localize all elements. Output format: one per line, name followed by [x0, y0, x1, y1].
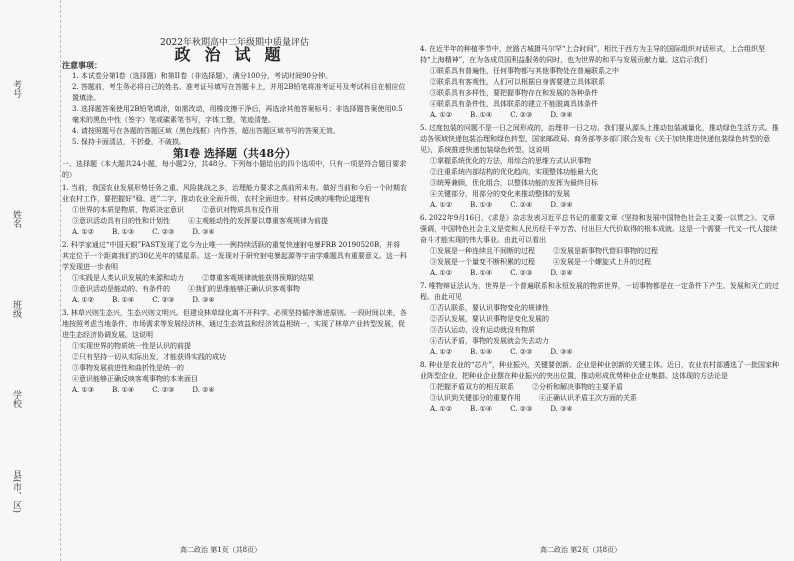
question-8: [420, 360, 780, 415]
right-column: [420, 42, 780, 415]
option: ②意识对物质具有反作用: [202, 206, 279, 214]
left-column: [62, 38, 407, 396]
question-5: [420, 123, 780, 211]
page-footer-right: 高二政治 第2页（共8页）: [540, 546, 622, 554]
option: ②尊重客观规律就能获得预期的结果: [202, 274, 314, 282]
question-2: [62, 240, 407, 306]
question-stem: 8. 种业是农业的“芯片”，种业振兴，关键要创新。企业是种业创新的关键主体。近日，农业农村部遴选了一批国家种业阵型企业，把种业企业摆在种业振兴的突出位置，推动形成优势种业企业集群。这体现的方法论是: [420, 361, 780, 380]
question-3: [62, 308, 407, 396]
option: ②注重系统内部结构的优化趋向，实现整体功能最大化: [430, 168, 598, 176]
option: ③认识到关键部分的重要作用: [430, 394, 521, 402]
choice: D. ②④: [192, 386, 215, 394]
page-footer-left: 高二政治 第1页（共8页）: [180, 546, 262, 554]
choice: A. ①②: [430, 269, 453, 277]
choice: A. ①②: [430, 201, 453, 209]
binding-margin: [0, 0, 61, 561]
option: ①把握矛盾双方的相互联系: [430, 383, 514, 391]
question-stem: 1. 当前，我国农业发展形势任务之重、风险挑战之多，治理能力要求之高前所未有。做好当前和今后一个时期农业农村工作，要把握好“稳、进”二字，推动农业全面升级，农村全面进步。材料反映的唯物论道理有: [62, 184, 407, 203]
option: ①否认联系，要认识事物变化的规律性: [430, 304, 549, 312]
choice: B. ①③: [112, 228, 135, 236]
option: ①发展是一种连续且不间断的过程: [430, 247, 535, 255]
part-instructions: 一、选择题（本大题共24小题，每小题2分，共48分。下列每小题给出的四个选项中，只有一项是符合题目要求的）: [62, 160, 407, 179]
choice: C. ②③: [152, 228, 175, 236]
choice: B. ①④: [112, 296, 135, 304]
choice: A. ①③: [72, 386, 95, 394]
option: ④发展是一个螺旋式上升的过程: [553, 258, 651, 266]
choice: C. ②③: [510, 348, 533, 356]
choice: A. ①②: [430, 348, 453, 356]
choice: B. ①④: [470, 269, 493, 277]
choice: A. ①②: [72, 296, 95, 304]
option: ②否认发展，要认识事物是变化发展的: [430, 315, 549, 323]
option: ④意识能够正确反映客观事物的本来面目: [72, 375, 198, 383]
choice: B. ①④: [470, 348, 493, 356]
option: ③发展是一个量变不断积累的过程: [430, 258, 535, 266]
option: ②分析和解决事物的主要矛盾: [532, 383, 623, 391]
question-4: [420, 44, 780, 121]
subject-title: 政治试题: [174, 45, 295, 64]
question-1: [62, 183, 407, 238]
option: ①实践是人类认识发展的来源和动力: [72, 274, 184, 282]
option: ④正确认识矛盾主次方面的关系: [539, 394, 637, 402]
choice: C. ②③: [510, 111, 533, 119]
choice: D. ③④: [550, 201, 573, 209]
question-stem: 6. 2022年9月16日，《求是》杂志发表习近平总书记的重要文章《坚持和发展中国特色社会主义要一以贯之》。文章强调，中国特色社会主义是党和人民历经千辛万苦、付出巨大代价取得的根本成就。这是一个需要一代又一代人接续奋斗才能实现的伟大事业。由此可以看出: [420, 214, 777, 244]
section-title: 第I卷 选择题（共48分）: [172, 147, 297, 160]
question-stem: 5. 过度包装的问题不是一日之间形成的，治理非一日之功。我们要从源头上推动包装减量化，推动绿色生活方式。推动各领域快递包装治理和绿色转型，国家邮政局、商务部等多部门联合发布《关于加快推进快递包装绿色转型的意见》，系统推进快递包装绿色转型。这说明: [420, 124, 779, 154]
choice: C. ②③: [510, 405, 533, 413]
question-stem: 3. 林草兴则生态兴，生态兴则文明兴。但建设林草绿化离不开科学、必须坚持循序渐进原则。一段时间以来，各地按照考虑当地条件、市场需求等发展经济林，通过生态效益和经济效益相统一，实现了林草产业转型发展，促进生态经济协调发展。这说明: [62, 309, 407, 339]
option: ④我们的思维能够正确认识客观事物: [188, 285, 300, 293]
binding-kaohao: 考号: [11, 80, 21, 98]
option: ④关键部分，用部分的变化来推动整体的发展: [430, 190, 570, 198]
notes-title: 注意事项：: [62, 60, 102, 70]
binding-xuexiao: 学校: [11, 390, 21, 408]
choice: C. ②③: [152, 296, 175, 304]
choice: D. ②④: [550, 269, 573, 277]
option: ④联系具有条件性，具体联系的建立不能脱离具体条件: [430, 100, 598, 108]
option: ④主观能动性的发挥要以尊重客观规律为前提: [188, 217, 328, 225]
choice: D. ③④: [192, 296, 215, 304]
binding-xingming: 姓名: [11, 210, 21, 228]
note-item: 2. 答题前，考生务必将自己的姓名、准考证号填写在答题卡上，并用2B铅笔将准考证号及考试科目在相应位置填涂。: [72, 83, 406, 102]
option: ②联系具有客观性，人们可以根据自身需要建立具体联系: [430, 78, 605, 86]
option: ①掌握系统优化的方法，用综合的思维方式认识事物: [430, 157, 591, 165]
choice: C. ②③: [152, 386, 175, 394]
option: ①联系具有普遍性，任何事物都与其他事物处在普遍联系之中: [430, 67, 619, 75]
choice: D. ③④: [550, 405, 573, 413]
choice: B. ①④: [112, 386, 135, 394]
question-stem: 7. 唯物辩证法认为，世界是一个普遍联系和永恒发展的物质世界，一切事物都是在一定条件下产生、发展和灭亡的过程。由此可见: [420, 282, 779, 301]
choice: A. ①②: [430, 111, 453, 119]
question-stem: 2. 科学家通过“中国天眼”FAST发现了迄今为止唯一一例持续活跃的重复快速射电暴FRB 20190520B，并将其定位于一个距离我们约30亿光年的矮星系。这一发现对于研究射电暴起源等宇宙学难题具有重要意义。这一科学发现进一步表明: [62, 241, 407, 271]
choice: D. ③④: [550, 111, 573, 119]
binding-banji: 班级: [11, 300, 21, 318]
choice: B. ①④: [470, 405, 493, 413]
choice: B. ①④: [470, 111, 493, 119]
choice: A. ①②: [430, 405, 453, 413]
option: ③意识活动是能动的、有条件的: [72, 285, 170, 293]
note-item: 5. 保持卡面清洁，不折叠，不破损。: [72, 138, 186, 146]
note-item: 4. 请按照题号在各题的答题区域（黑色线框）内作答，超出答题区域书写的答案无效。: [72, 127, 340, 135]
option: ②发展是新事物代替旧事物的过程: [553, 247, 658, 255]
choice: D. ③④: [550, 348, 573, 356]
choice: C. ②④: [510, 201, 533, 209]
binding-xian: 县(市、区): [11, 470, 21, 514]
note-item: 1. 本试卷分第I卷（选择题）和第II卷（非选择题），满分100分，考试时间90分钟。: [72, 72, 332, 80]
option: ③否认运动，没有运动就没有物质: [430, 326, 535, 334]
option: ①实现世界的物质统一性是认识的前提: [72, 342, 191, 350]
exam-title: 2022年秋期高中二年级期中质量评估: [160, 38, 309, 48]
question-7: [420, 281, 780, 358]
option: ③事物发展前进性和曲折性是统一的: [72, 364, 184, 372]
option: ③联系具有多样性，要把握事物存在和发展的各种条件: [430, 89, 598, 97]
option: ③意识活动具有目的性和计划性: [72, 217, 170, 225]
note-item: 3. 选择题答案使用2B铅笔填涂，如需改动，用橡皮擦干净后，再选涂其他答案标号；非选择题答案使用0.5毫米的黑色中性（签字）笔或碳素笔书写，字体工整，笔迹清楚。: [72, 105, 403, 124]
question-6: [420, 213, 780, 279]
option: ①世界的本质是物质，物质决定意识: [72, 206, 184, 214]
choice: B. ①③: [470, 201, 493, 209]
choice: C. ②③: [510, 269, 533, 277]
option: ④否认矛盾，事物的发展就会失去动力: [430, 337, 549, 345]
choice: A. ①②: [72, 228, 95, 236]
question-stem: 4. 在近半年的种植季节中，丝路古城摄马尔罕“上合时间”，相比于西方为主导的国际组织对话形式，上合组织坚持“上海精神”，在为各成员国利益服务的同时，也为世界的和平与发展贡献力量。这启示我们: [420, 45, 766, 64]
option: ②只有坚持一切从实际出发，才能获得实践的成功: [72, 353, 226, 361]
option: ③统筹兼顾，优化组合，以整体功能的发挥为最终目标: [430, 179, 598, 187]
choice: D. ③④: [192, 228, 215, 236]
